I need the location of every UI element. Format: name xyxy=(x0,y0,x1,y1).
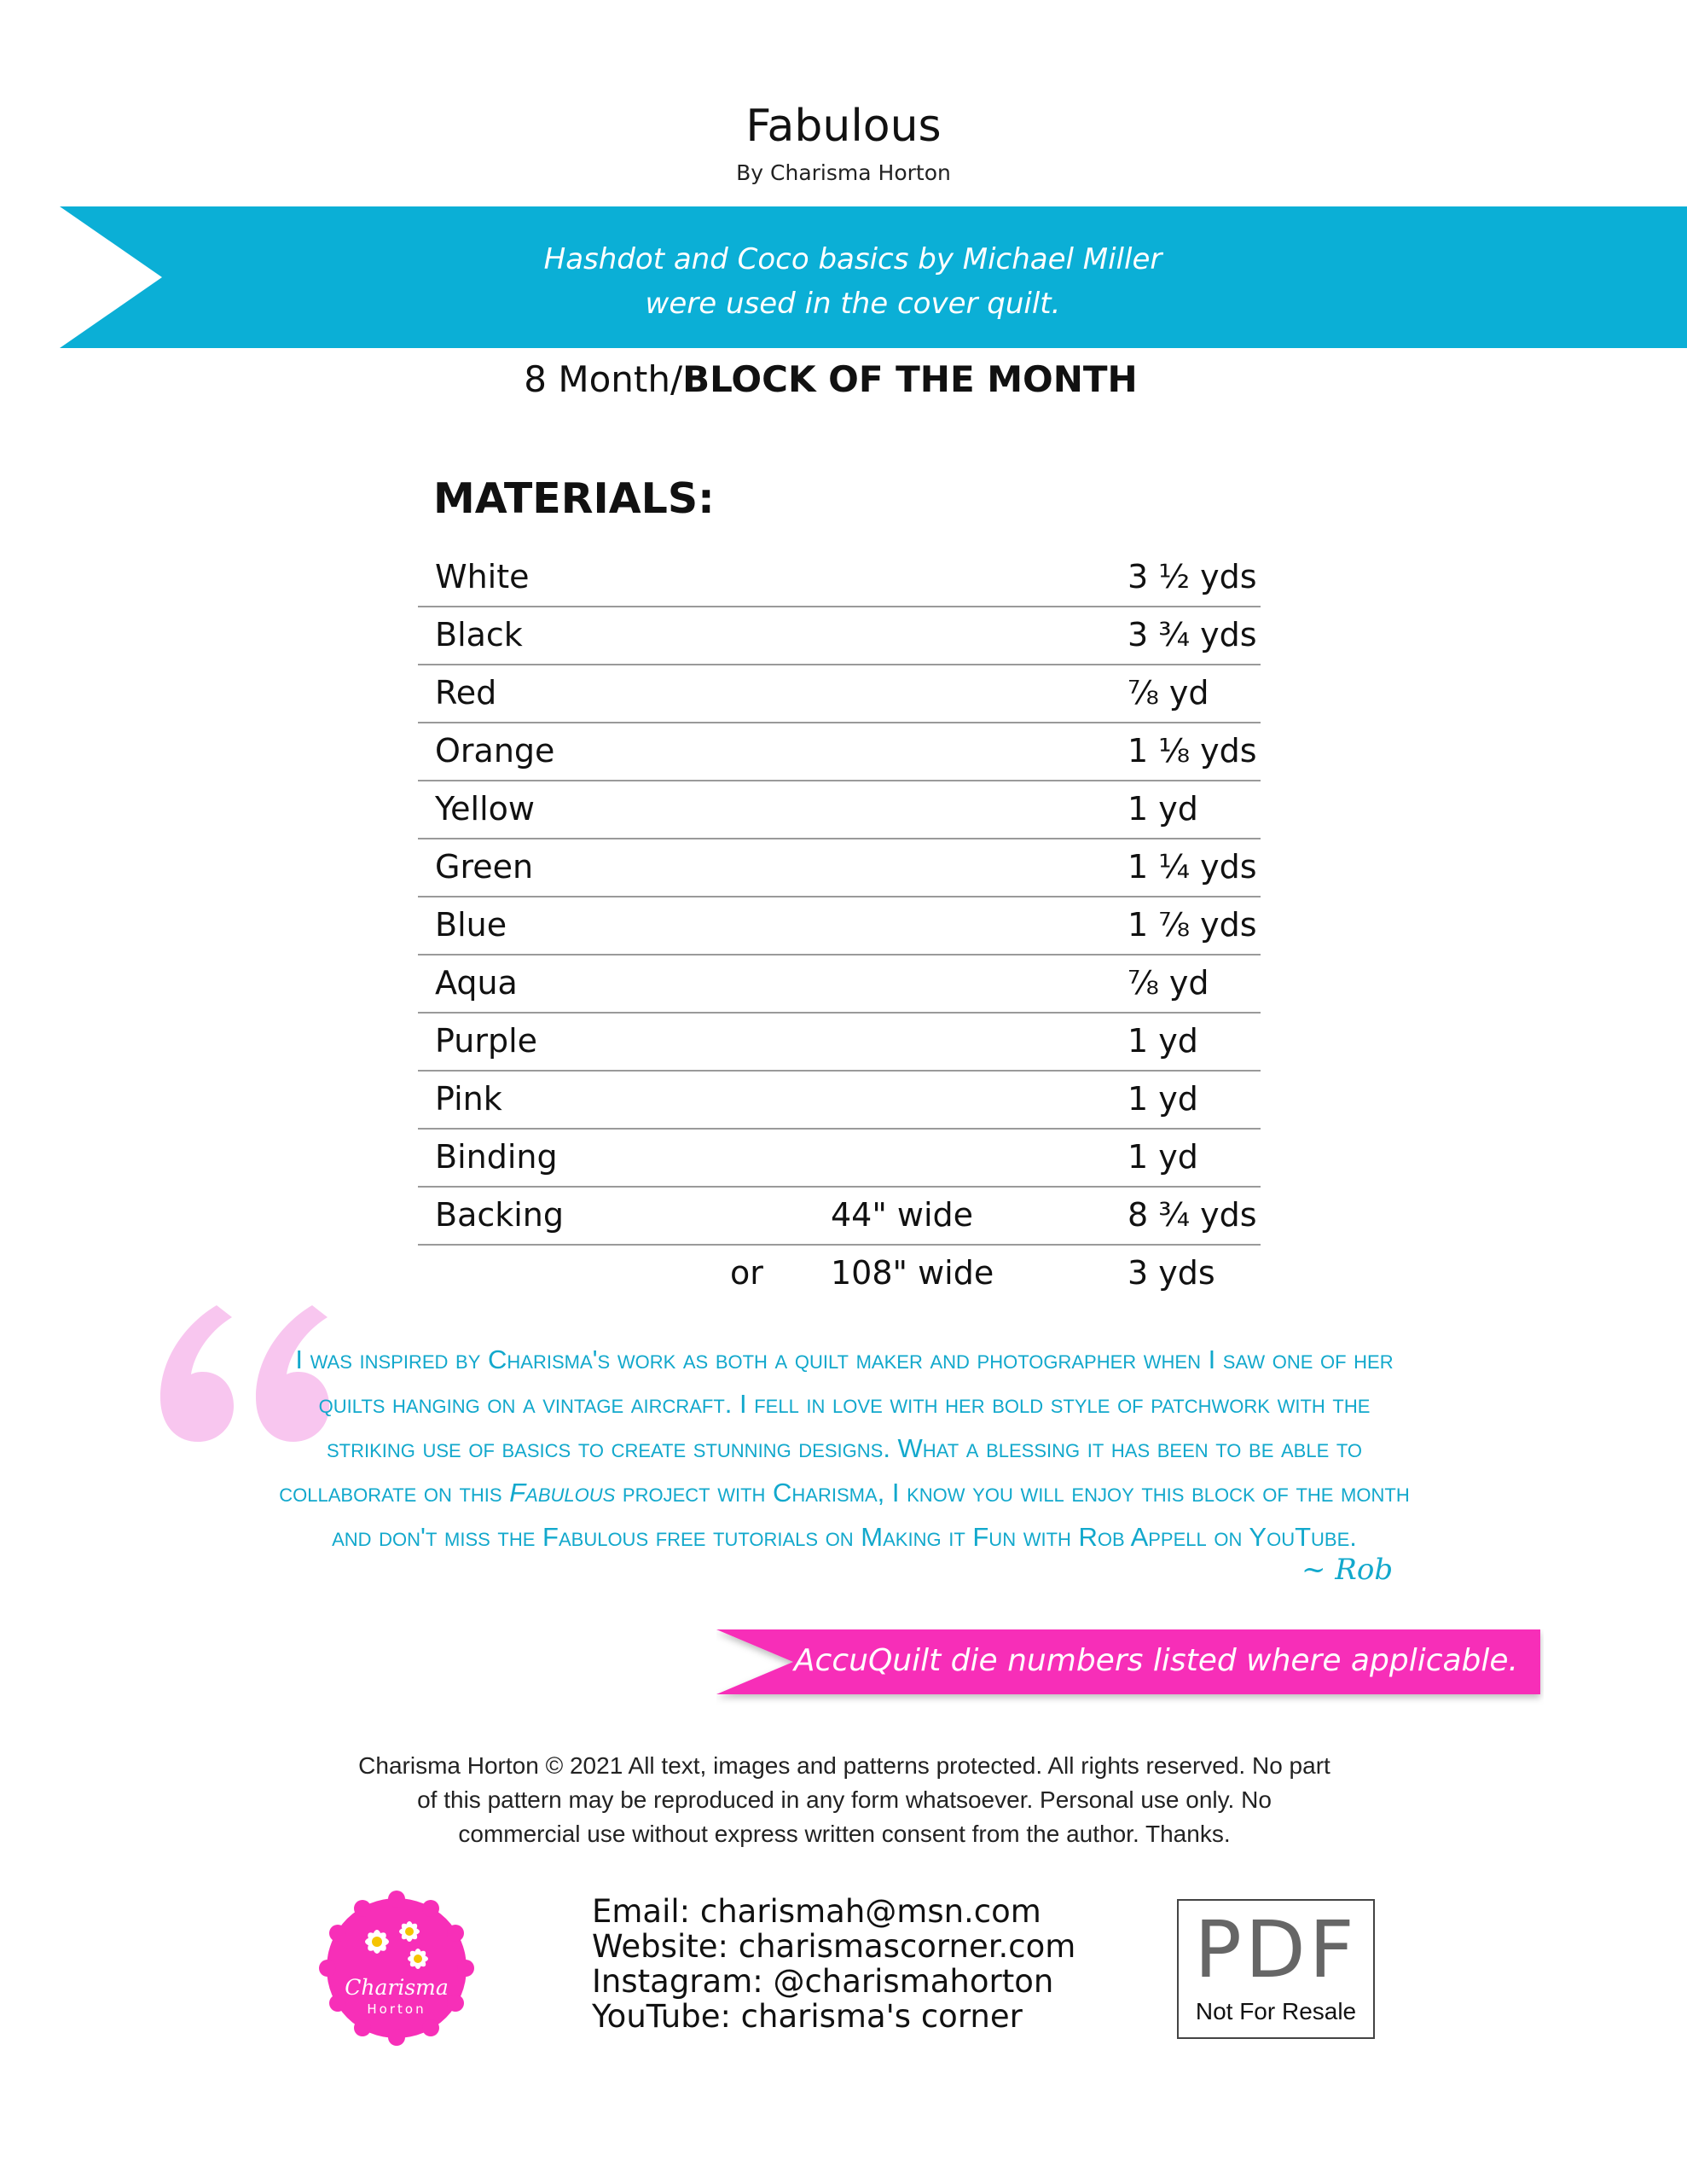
quote-line-4-post: project with Charisma, I know you will enjoy this block of the month xyxy=(615,1478,1410,1507)
material-amount: 1 yd xyxy=(1128,1138,1198,1176)
pdf-stamp-title: PDF xyxy=(1194,1904,1358,1995)
material-or: or xyxy=(730,1254,763,1292)
testimonial-quote xyxy=(128,1338,1561,1560)
material-amount: ⅞ yd xyxy=(1128,964,1209,1002)
materials-table xyxy=(418,549,1261,1302)
material-name: Orange xyxy=(435,732,555,770)
quote-signature: ~ Rob xyxy=(1301,1553,1394,1587)
material-amount: 1 ⅛ yds xyxy=(1128,732,1257,770)
materials-row xyxy=(418,549,1261,607)
materials-row xyxy=(418,1130,1261,1188)
contact-email[interactable]: Email: charismah@msn.com xyxy=(592,1893,1041,1930)
material-amount: 3 ¾ yds xyxy=(1128,616,1257,653)
page-title: Fabulous xyxy=(745,101,942,152)
material-name: Pink xyxy=(435,1080,502,1118)
material-amount: 1 yd xyxy=(1128,790,1198,828)
material-amount: 1 yd xyxy=(1128,1022,1198,1060)
materials-row xyxy=(418,897,1261,956)
material-amount: 3 yds xyxy=(1128,1254,1215,1292)
materials-heading: MATERIALS: xyxy=(433,474,715,523)
pdf-stamp-note: Not For Resale xyxy=(1195,1998,1357,2024)
quote-line-1: I was inspired by Charisma's work as both a quilt maker and photographer when I saw one of her xyxy=(295,1345,1394,1374)
logo-text-line-2: Horton xyxy=(367,2001,426,2017)
material-amount: 1 ¼ yds xyxy=(1128,848,1257,886)
material-amount: 1 ⅞ yds xyxy=(1128,906,1257,944)
contact-instagram[interactable]: Instagram: @charismahorton xyxy=(592,1963,1054,2000)
material-name: Aqua xyxy=(435,964,518,1002)
contact-website[interactable]: Website: charismascorner.com xyxy=(592,1928,1076,1965)
quote-line-4-italic: Fabulous xyxy=(509,1478,616,1507)
materials-row xyxy=(418,1188,1261,1246)
material-amount: 8 ¾ yds xyxy=(1128,1196,1257,1234)
copyright-line-1: Charisma Horton © 2021 All text, images and patterns protected. All rights reserved. No part xyxy=(358,1752,1330,1779)
copyright-notice xyxy=(205,1749,1484,1851)
material-name: Black xyxy=(435,616,523,653)
materials-row xyxy=(418,1072,1261,1130)
copyright-line-2: of this pattern may be reproduced in any form whatsoever. Personal use only. No xyxy=(417,1786,1272,1813)
material-amount: 3 ½ yds xyxy=(1128,558,1257,595)
materials-row xyxy=(418,956,1261,1014)
material-name: White xyxy=(435,558,530,595)
accuquilt-note: AccuQuilt die numbers listed where applicable. xyxy=(793,1643,1518,1678)
pdf-stamp xyxy=(1177,1899,1375,2039)
materials-row xyxy=(418,1014,1261,1072)
byline: By Charisma Horton xyxy=(736,160,951,185)
materials-row xyxy=(418,723,1261,781)
bom-heading xyxy=(0,358,1661,400)
quote-line-4-pre: collaborate on this xyxy=(279,1478,510,1507)
bom-bold: BLOCK OF THE MONTH xyxy=(682,358,1138,400)
charisma-horton-logo xyxy=(317,1889,476,2048)
materials-row xyxy=(418,781,1261,839)
material-name: Blue xyxy=(435,906,507,944)
quote-line-2: quilts hanging on a vintage aircraft. I fell in love with her bold style of patchwork with the xyxy=(318,1389,1371,1419)
material-amount: 1 yd xyxy=(1128,1080,1198,1118)
copyright-line-3: commercial use without express written consent from the author. Thanks. xyxy=(458,1821,1231,1847)
material-amount: ⅞ yd xyxy=(1128,674,1209,712)
material-name: Backing xyxy=(435,1196,565,1234)
contact-youtube[interactable]: YouTube: charisma's corner xyxy=(592,1998,1023,2035)
material-name: Binding xyxy=(435,1138,558,1176)
quote-line-5: and don't miss the Fabulous free tutorials on Making it Fun with Rob Appell on YouTube. xyxy=(332,1522,1357,1552)
materials-row xyxy=(418,607,1261,665)
material-width: 108" wide xyxy=(831,1254,994,1292)
materials-row xyxy=(418,839,1261,897)
quote-line-3: striking use of basics to create stunning designs. What a blessing it has been to be able to xyxy=(326,1433,1363,1463)
materials-row xyxy=(418,1246,1261,1302)
bom-prefix: 8 Month/ xyxy=(524,358,683,400)
fabric-note-line-1: Hashdot and Coco basics by Michael Miller xyxy=(543,242,1162,276)
materials-row xyxy=(418,665,1261,723)
logo-text-line-1: Charisma xyxy=(345,1975,449,2000)
fabric-note xyxy=(426,237,1279,326)
material-name: Green xyxy=(435,848,534,886)
fabric-note-line-2: were used in the cover quilt. xyxy=(645,287,1061,321)
contact-info xyxy=(592,1894,1075,2034)
material-name: Purple xyxy=(435,1022,538,1060)
material-name: Yellow xyxy=(435,790,535,828)
quote-line-4 xyxy=(128,1471,1561,1515)
material-width: 44" wide xyxy=(831,1196,974,1234)
material-name: Red xyxy=(435,674,497,712)
